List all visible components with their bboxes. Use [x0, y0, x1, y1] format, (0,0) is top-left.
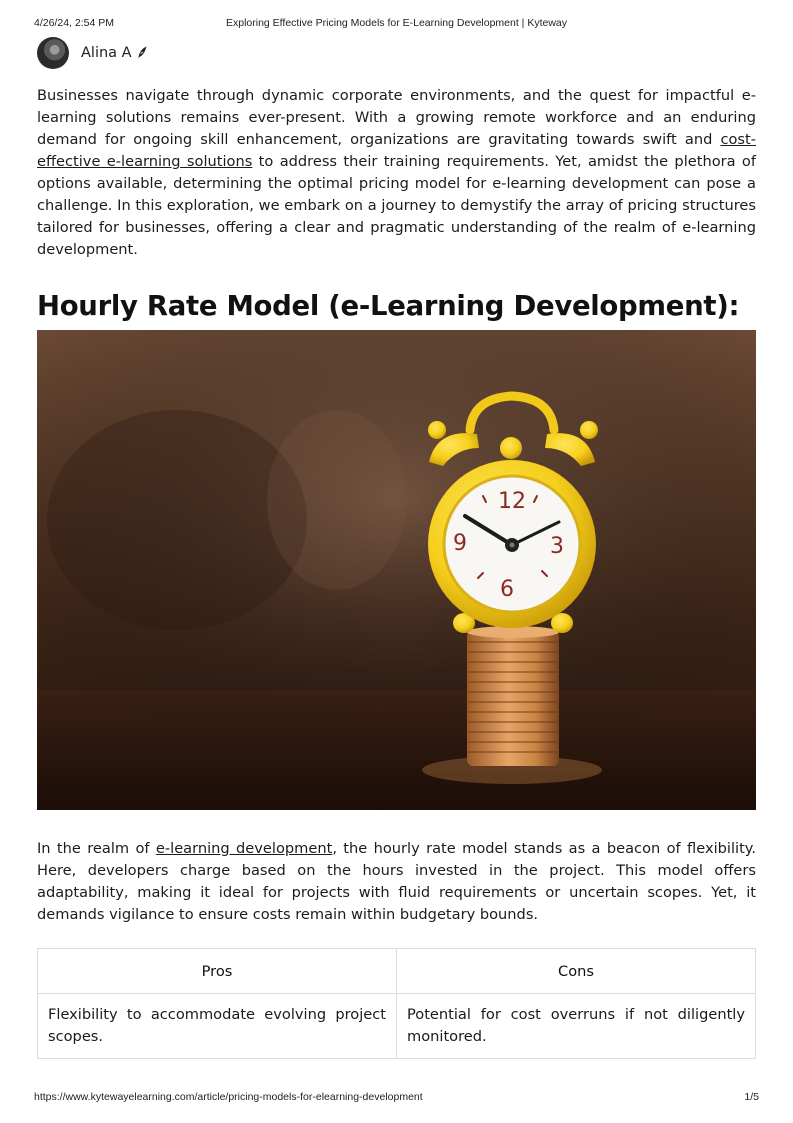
- print-footer: [34, 1091, 759, 1105]
- hourly-rate-paragraph: [37, 838, 756, 926]
- print-header: [34, 17, 759, 33]
- clock-numeral-12: 12: [498, 489, 526, 514]
- hourly-text-start: In the realm of: [37, 840, 156, 857]
- print-url: https://www.kytewayelearning.com/article/pricing-models-for-elearning-development: [34, 1091, 423, 1103]
- coin-stack: [467, 626, 559, 766]
- alarm-clock-image: [37, 330, 756, 810]
- pros-cons-table: [37, 948, 756, 1059]
- print-page-title: Exploring Effective Pricing Models for E-Learning Development | Kyteway: [225, 17, 568, 29]
- elearning-development-link[interactable]: e-learning development: [155, 840, 333, 857]
- author-name[interactable]: Alina A: [81, 45, 132, 61]
- table-cell-pro: Flexibility to accommodate evolving project scopes.: [38, 994, 397, 1059]
- clock-numeral-6: 6: [500, 577, 514, 602]
- page-number: 1/5: [744, 1091, 759, 1103]
- clock-numeral-3: 3: [550, 534, 564, 559]
- intro-text-start: Businesses navigate through dynamic corporate environments, and the quest for impactful e-learning solutions remains ever-present. With a growing remote workforce and an enduring demand for ongoing skill enhancement, organizations are gravitating towards swift and: [37, 87, 756, 148]
- cost-effective-solutions-link[interactable]: cost-effective e-learning solutions: [37, 131, 756, 170]
- section-heading: Hourly Rate Model (e-Learning Development):: [37, 290, 740, 322]
- cons-header: Cons: [397, 949, 756, 994]
- clock-numeral-9: 9: [453, 531, 467, 556]
- quill-icon: [136, 46, 148, 60]
- table-cell-con: Potential for cost overruns if not diligently monitored.: [397, 994, 756, 1059]
- pros-header: Pros: [38, 949, 397, 994]
- hourly-text-end: , the hourly rate model stands as a beacon of flexibility. Here, developers charge based on the hours invested in the project. This model offers adaptability, making it ideal for projects with fluid requirements or uncertain scopes. Yet, it demands vigilance to ensure costs remain within budgetary bounds.: [37, 840, 756, 923]
- author-byline[interactable]: [37, 37, 148, 69]
- intro-text-end: to address their training requirements. Yet, amidst the plethora of options available, determining the optimal pricing model for e-learning development can pose a challenge. In this exploration, we embark on a journey to demystify the array of pricing structures tailored for businesses, offering a clear and pragmatic understanding of the realm of e-learning development.: [37, 153, 756, 258]
- avatar[interactable]: [37, 37, 69, 69]
- print-datetime: 4/26/24, 2:54 PM: [34, 17, 114, 29]
- intro-paragraph: [37, 85, 756, 261]
- table-header-row: [38, 949, 756, 994]
- table-row: [38, 994, 756, 1059]
